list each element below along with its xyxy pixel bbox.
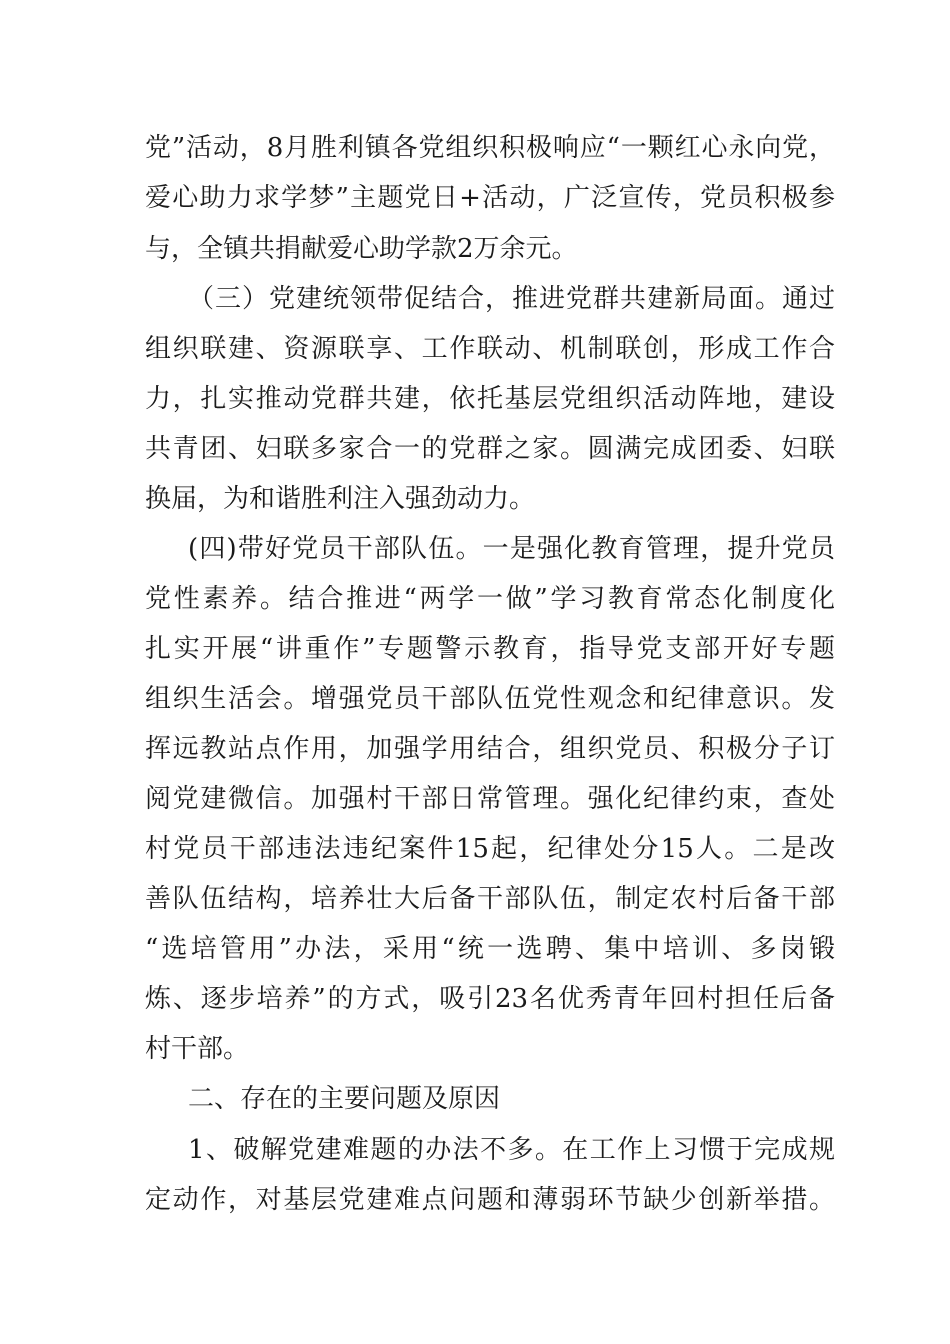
text-line: 力，扎实推动党群共建，依托基层党组织活动阵地，建设 xyxy=(145,384,835,414)
text-line: 定动作，对基层党建难点问题和薄弱环节缺少创新举措。 xyxy=(145,1185,835,1215)
text-line: 与，全镇共捐献爱心助学款2万余元。 xyxy=(145,234,578,264)
text-line: 共青团、妇联多家合一的党群之家。圆满完成团委、妇联 xyxy=(145,434,835,464)
text-line: 村党员干部违法违纪案件15起，纪律处分15人。二是改 xyxy=(145,834,835,864)
text-line: 换届，为和谐胜利注入强劲动力。 xyxy=(145,484,536,514)
text-line: 村干部。 xyxy=(145,1034,250,1064)
text-line: 炼、逐步培养”的方式，吸引23名优秀青年回村担任后备 xyxy=(145,984,835,1014)
section-heading: 二、存在的主要问题及原因 xyxy=(188,1084,501,1114)
text-line: 爱心助力求学梦”主题党日+活动，广泛宣传，党员积极参 xyxy=(145,183,835,213)
text-line: 挥远教站点作用，加强学用结合，组织党员、积极分子订 xyxy=(145,734,835,764)
text-line: (四)带好党员干部队伍。一是强化教育管理，提升党员 xyxy=(188,534,835,564)
text-line: 组织联建、资源联享、工作联动、机制联创，形成工作合 xyxy=(145,334,835,364)
text-line: 阅党建微信。加强村干部日常管理。强化纪律约束，查处 xyxy=(145,784,835,814)
text-line: “选培管用”办法，采用“统一选聘、集中培训、多岗锻 xyxy=(145,934,835,964)
text-line: 组织生活会。增强党员干部队伍党性观念和纪律意识。发 xyxy=(145,684,835,714)
text-line: （三）党建统领带促结合，推进党群共建新局面。通过 xyxy=(188,284,835,314)
text-line: 善队伍结构，培养壮大后备干部队伍，制定农村后备干部 xyxy=(145,884,835,914)
text-line: 扎实开展“讲重作”专题警示教育，指导党支部开好专题 xyxy=(145,634,835,664)
text-line: 党”活动，8月胜利镇各党组织积极响应“一颗红心永向党， xyxy=(145,133,835,163)
text-line: 党性素养。结合推进“两学一做”学习教育常态化制度化 xyxy=(145,584,835,614)
text-line: 1、破解党建难题的办法不多。在工作上习惯于完成规 xyxy=(188,1135,835,1165)
